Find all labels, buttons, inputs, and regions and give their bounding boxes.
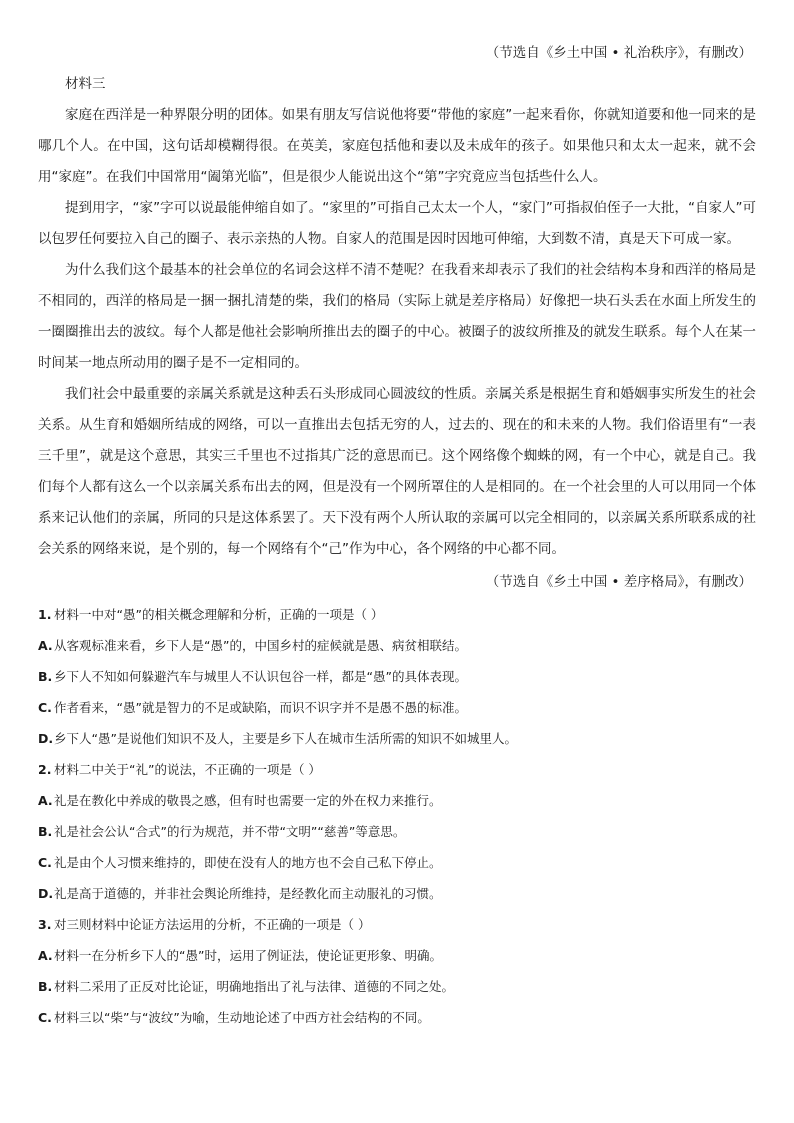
question-3	[38, 909, 756, 1033]
question-stem-text: 材料二中关于“礼”的说法，不正确的一项是（ ）	[54, 762, 321, 777]
question-option	[38, 630, 756, 661]
question-option	[38, 1002, 756, 1033]
source-citation-1: （节选自《乡土中国 • 礼治秩序》，有删改）	[485, 45, 752, 61]
option-text: 礼是社会公认“合式”的行为规范，并不带“文明”“慈善”等意思。	[54, 824, 406, 839]
question-option	[38, 878, 756, 909]
question-2	[38, 754, 756, 909]
option-text: 材料三以“柴”与“波纹”为喻，生动地论述了中西方社会结构的不同。	[54, 1010, 430, 1025]
question-option	[38, 723, 756, 754]
option-label: B.	[38, 979, 53, 994]
option-label: B.	[38, 669, 53, 684]
question-option	[38, 940, 756, 971]
material-3-paragraph: 为什么我们这个最基本的社会单位的名词会这样不清不楚呢？在我看来却表示了我们的社会结构本身和西洋的格局是不相同的，西洋的格局是一捆一捆扎清楚的柴，我们的格局（实际上就是差序格局）好像把一块石头丢在水面上所发生的一圈圈推出去的波纹。每个人都是他社会影响所推出去的圈子的中心。被圈子的波纹所推及的就发生联系。每个人在某一时间某一地点所动用的圈子是不一定相同的。	[38, 262, 756, 371]
question-1	[38, 599, 756, 754]
material-3-heading: 材料三	[65, 76, 106, 92]
question-stem	[38, 754, 756, 785]
option-label: B.	[38, 824, 53, 839]
question-number: 2.	[38, 762, 52, 777]
question-option	[38, 692, 756, 723]
question-number: 3.	[38, 917, 52, 932]
material-3-paragraph: 提到用字，“家”字可以说最能伸缩自如了。“家里的”可指自己太太一个人，“家门”可指叔伯侄子一大批，“自家人”可以包罗任何要拉入自己的圈子、表示亲热的人物。自家人的范围是因时因地可伸缩，大到数不清，真是天下可成一家。	[38, 200, 756, 247]
option-label: C.	[38, 700, 52, 715]
question-option	[38, 847, 756, 878]
option-label: A.	[38, 793, 53, 808]
option-text: 乡下人“愚”是说他们知识不及人，主要是乡下人在城市生活所需的知识不如城里人。	[54, 731, 517, 746]
option-label: D.	[38, 886, 54, 901]
option-text: 礼是在教化中养成的敬畏之感，但有时也需要一定的外在权力来推行。	[54, 793, 442, 808]
option-label: C.	[38, 855, 52, 870]
question-stem-text: 材料一中对“愚”的相关概念理解和分析，正确的一项是（ ）	[54, 607, 384, 622]
question-number: 1.	[38, 607, 52, 622]
question-option	[38, 785, 756, 816]
option-label: A.	[38, 948, 53, 963]
option-label: A.	[38, 638, 53, 653]
question-option	[38, 816, 756, 847]
option-text: 礼是由个人习惯来维持的，即使在没有人的地方也不会自己私下停止。	[54, 855, 442, 870]
question-option	[38, 661, 756, 692]
question-stem-text: 对三则材料中论证方法运用的分析，不正确的一项是（ ）	[54, 917, 371, 932]
material-3-paragraph: 我们社会中最重要的亲属关系就是这种丢石头形成同心圆波纹的性质。亲属关系是根据生育和婚姻事实所发生的社会关系。从生育和婚姻所结成的网络，可以一直推出去包括无穷的人，过去的、现在的和未来的人物。我们俗语里有“一表三千里”，就是这个意思，其实三千里也不过指其广泛的意思而已。这个网络像个蜘蛛的网，有一个中心，就是自己。我们每个人都有这么一个以亲属关系布出去的网，但是没有一个网所罩住的人是相同的。在一个社会里的人可以用同一个体系来记认他们的亲属，所同的只是这体系罢了。天下没有两个人所认取的亲属可以完全相同的，以亲属关系所联系成的社会关系的网络来说，是个别的，每一个网络有个“己”作为中心，各个网络的中心都不同。	[38, 386, 756, 557]
source-citation-2: （节选自《乡土中国 • 差序格局》，有删改）	[485, 574, 752, 590]
question-stem	[38, 909, 756, 940]
material-3-paragraph: 家庭在西洋是一种界限分明的团体。如果有朋友写信说他将要“带他的家庭”一起来看你，你就知道要和他一同来的是哪几个人。在中国，这句话却模糊得很。在英美，家庭包括他和妻以及未成年的孩子。如果他只和太太一起来，就不会用“家庭”。在我们中国常用“阖第光临”，但是很少人能说出这个“第”字究竟应当包括些什么人。	[38, 107, 756, 185]
option-text: 礼是高于道德的，并非社会舆论所维持，是经教化而主动服礼的习惯。	[54, 886, 442, 901]
option-label: C.	[38, 1010, 52, 1025]
option-text: 从客观标准来看，乡下人是“愚”的，中国乡村的症候就是愚、病贫相联结。	[54, 638, 467, 653]
option-text: 材料二采用了正反对比论证，明确地指出了礼与法律、道德的不同之处。	[54, 979, 455, 994]
option-text: 材料一在分析乡下人的“愚”时，运用了例证法，使论证更形象、明确。	[54, 948, 442, 963]
option-label: D.	[38, 731, 54, 746]
option-text: 作者看来，“愚”就是智力的不足或缺陷，而识不识字并不是愚不愚的标准。	[54, 700, 467, 715]
question-option	[38, 971, 756, 1002]
option-text: 乡下人不知如何躲避汽车与城里人不认识包谷一样，都是“愚”的具体表现。	[54, 669, 467, 684]
question-stem	[38, 599, 756, 630]
